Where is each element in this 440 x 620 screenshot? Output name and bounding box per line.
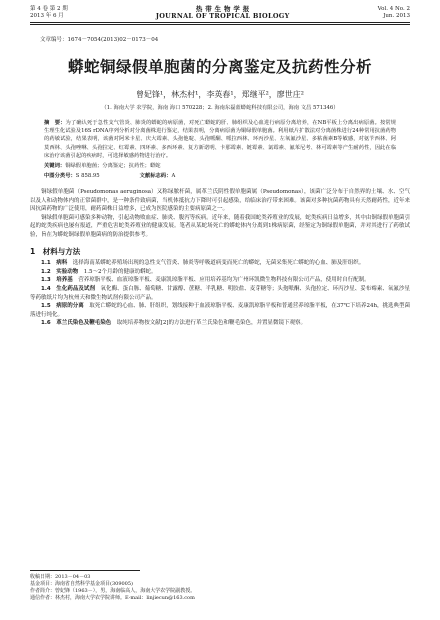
doc-label: 文献标志码： [139, 173, 172, 180]
doc-code [140, 172, 176, 180]
subsection-text: 1.5～2个月龄的健康幼蟒蛇。 [83, 268, 157, 275]
abstract-text: 为了确认死于急性支气管炎、肺炎的蟒蛇的病原菌，对死亡蟒蛇的肝、肺组织及心血进行病原分离培养，在NB平板上分离出病原菌。按常规生理生化试验及16S rDNA序列分析对分离菌株进行鉴定，结果表明，分离病原菌为铜绿假单胞菌。利用纸片扩散法对分离菌株进行24种常用抗菌药物的药敏试验，结果表明，该菌对阿米卡星、庆大霉素、头孢他啶、头孢哌酮、哌拉西林、环丙沙星、左氧氟沙星、多粘菌素B等敏感，对氨苄西林、阿莫西林、头孢唑啉、头孢拉定、红霉素、四环素、多西环素、复方新诺明、卡那霉素、链霉素、氯霉素、氟苯尼考、林可霉素等产生耐药性，因此在临床治疗该菌引起的疾病时，可选择敏感药物进行治疗。 [44, 120, 396, 159]
subsection-heading: 1.3 培养基 [41, 277, 73, 284]
clc-value: S 858.95 [75, 173, 100, 180]
subsection-heading: 1.2 实验动物 [41, 268, 79, 275]
keywords-label: 关键词： [44, 163, 66, 170]
header-rule-thin [30, 24, 410, 25]
article-number: 文章编号：1674－7054(2013)02－0173－04 [40, 37, 159, 43]
classification [44, 172, 396, 180]
footnote-author: 作者简介：曾妃锋（1963－），男，海南临高人，海南大学农学院副教授。 [30, 588, 196, 594]
subsection [30, 276, 410, 285]
footnote-fund: 基金项目：海南省自然科学基金项目(309005) [30, 581, 133, 587]
authors: 曾妃锋¹，林杰村¹，李英春¹，郑继平²，廖世庄² [135, 90, 305, 99]
intro-paragraph: 铜绿假单胞菌可感染多种动物，引起动物败血症、肺炎、腹泻等疾病。近年来，随着我国蛇类养殖业的发展，蛇类疾病日益增多，其中由铜绿假单胞菌引起的蛇类疾病也屡有报道，严重危害蛇类养殖业的健康发展。笔者从某蛇场死亡的蟒蛇体内分离到1株病原菌，经鉴定为铜绿假单胞菌，并对其进行了药敏试验，旨在为蟒蛇铜绿假单胞菌病的防治提供参考。 [30, 214, 410, 238]
body-text [30, 188, 410, 328]
keywords [44, 162, 396, 170]
header-rule [30, 22, 410, 23]
footnote-corresponding: 通信作者：林杰村，海南大学农学院讲师。E-mail：linjiecun@163.com [30, 595, 195, 601]
subsection-heading: 1.4 生化药品及试剂 [41, 285, 95, 292]
header-volume-en: Vol. 4 No. 2 [377, 6, 410, 12]
subsection-text: 取纯培养物按文献[2]的方法进行革兰氏染色和鞭毛染色，并置显微镜下观察。 [116, 320, 307, 327]
header-date-en: Jun. 2013 [383, 13, 410, 19]
subsection [30, 268, 410, 277]
keywords-text: 铜绿假单胞菌；分离鉴定；抗药性；蟒蛇 [65, 163, 161, 170]
footnote [30, 570, 410, 602]
header-volume: 第 4 卷 第 2 期 [30, 6, 68, 12]
clc [44, 172, 100, 180]
footnote-received: 收稿日期：2013－04－03 [30, 574, 91, 580]
header-date: 2013 年 6 月 [30, 13, 64, 19]
abstract-label: 摘 要： [44, 120, 66, 126]
subsection [30, 285, 410, 302]
subsection-heading: 1.5 病原的分离 [41, 303, 84, 310]
journal-title-en: JOURNAL OF TROPICAL BIOLOGY [155, 12, 290, 20]
clc-label: 中图分类号： [44, 173, 76, 180]
subsection [30, 319, 410, 328]
subsection-heading: 1.6 革兰氏染色及鞭毛染色 [41, 320, 112, 327]
subsection [30, 259, 410, 268]
header-right [378, 6, 410, 20]
header-center [156, 6, 290, 20]
subsection-text: 取死亡蟒蛇的心血、肺、肝组织，划线接种于血液琼脂平板、麦康凯琼脂平板和普通营养琼脂平板，在37℃下培养24h，挑选典型菌落进行纯化。 [30, 303, 410, 318]
subsection [30, 302, 410, 319]
header-left [30, 6, 68, 20]
subsection-heading: 1.1 病料 [41, 260, 68, 267]
doc-value: A [171, 173, 176, 180]
subsection-text: 氧化酶、蛋白胨、葡萄糖、甘露醇、蔗糖、半乳糖、明胶盐、麦芽糖等；头孢哌酮、头孢拉定、环丙沙星、妥布霉素、氧氟沙星等药敏纸片均为杭州天和微生物试剂有限公司产品。 [30, 285, 410, 301]
intro-paragraph: 铜绿假单胞菌（Pseudomonas aeruginosa）又称绿脓杆菌，属革兰氏阴性假单胞菌属（Pseudomonas），该菌广泛分布于自然界的土壤、水、空气以及人和动物体内的正常菌群中，是一种条件致病菌，当机体抵抗力下降时可引起感染，给临床治疗带来困难。该菌对多种抗菌药物具有天然耐药性，近年来因抗菌药物的广泛使用，耐药菌株日益增多，已成为医院感染的主要病原菌之一。 [30, 189, 410, 213]
subsection-text: 选择海南某蟒蛇养殖场出现的急性支气管炎、肺炎等呼吸道病变而死亡的蟒蛇，无菌采集死亡蟒蛇的心血、肺及肝组织。 [72, 260, 365, 267]
abstract [44, 119, 396, 160]
affiliation: （1. 海南大学 农学院，海南 海口 570228；2. 海南东磊蓝蟒蛇科技有限公司，海南 文昌 571346） [101, 105, 339, 111]
subsection-text: 营养琼脂平板、血液琼脂平板、麦康凯琼脂平板、应用培养基均为广州环凯微生物科技有限公司产品，使用时自行配制。 [78, 277, 370, 284]
paper-title: 蟒蛇铜绿假单胞菌的分离鉴定及抗药性分析 [67, 58, 372, 76]
section-heading: 1 材料与方法 [30, 246, 81, 256]
journal-title-cn: 热 带 生 物 学 报 [195, 5, 250, 13]
journal-header [30, 6, 410, 20]
footnote-rule [30, 570, 140, 571]
